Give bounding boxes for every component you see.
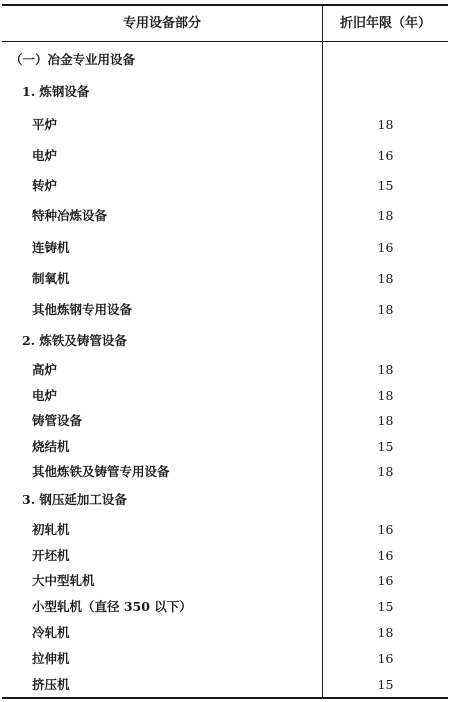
depreciation-years-value: 16 [377, 651, 394, 666]
depreciation-years-value: 16 [377, 548, 394, 563]
category-heading: 1. 炼钢设备 [22, 84, 90, 99]
equipment-item-label: 大中型轧机 [32, 573, 95, 588]
table-bottom-rule [2, 697, 448, 699]
depreciation-years-value: 18 [377, 208, 394, 223]
equipment-item-label: 平炉 [32, 117, 58, 132]
depreciation-years-value: 15 [377, 178, 394, 193]
equipment-item-label: 电炉 [32, 148, 58, 163]
equipment-item-label: 其他炼铁及铸管专用设备 [32, 464, 170, 479]
equipment-item-label: 连铸机 [32, 240, 70, 255]
depreciation-years-value: 16 [377, 522, 394, 537]
depreciation-years-value: 18 [377, 464, 394, 479]
depreciation-years-value: 16 [377, 240, 394, 255]
depreciation-years-value: 15 [377, 599, 394, 614]
equipment-item-label: 制氧机 [32, 271, 70, 286]
depreciation-years-value: 15 [377, 677, 394, 692]
depreciation-years-value: 18 [377, 413, 394, 428]
depreciation-years-value: 18 [377, 271, 394, 286]
equipment-item-label: 烧结机 [32, 439, 70, 454]
equipment-item-label: 特种冶炼设备 [32, 208, 108, 223]
equipment-item-label: 电炉 [32, 388, 58, 403]
equipment-item-label: 转炉 [32, 178, 58, 193]
depreciation-years-value: 15 [377, 439, 394, 454]
column-header-years: 折旧年限（年） [339, 16, 431, 31]
equipment-item-label: 拉伸机 [32, 651, 70, 666]
depreciation-years-value: 18 [377, 388, 394, 403]
depreciation-years-value: 18 [377, 117, 394, 132]
depreciation-years-value: 18 [377, 625, 394, 640]
section-heading: （一）冶金专业用设备 [10, 52, 136, 67]
header-divider [2, 41, 448, 42]
equipment-item-label: 小型轧机（直径 350 以下） [32, 599, 192, 614]
equipment-item-label: 开坯机 [32, 548, 70, 563]
depreciation-years-value: 18 [377, 362, 394, 377]
equipment-item-label: 铸管设备 [32, 413, 83, 428]
category-heading: 3. 钢压延加工设备 [22, 492, 127, 507]
equipment-item-label: 高炉 [32, 362, 58, 377]
equipment-item-label: 其他炼钢专用设备 [32, 302, 133, 317]
column-divider [322, 5, 323, 698]
equipment-item-label: 挤压机 [32, 677, 70, 692]
column-header-equipment: 专用设备部分 [122, 16, 201, 31]
category-heading: 2. 炼铁及铸管设备 [22, 333, 127, 348]
depreciation-years-value: 18 [377, 302, 394, 317]
equipment-item-label: 冷轧机 [32, 625, 70, 640]
depreciation-years-value: 16 [377, 573, 394, 588]
equipment-item-label: 初轧机 [32, 522, 70, 537]
depreciation-years-value: 16 [377, 148, 394, 163]
